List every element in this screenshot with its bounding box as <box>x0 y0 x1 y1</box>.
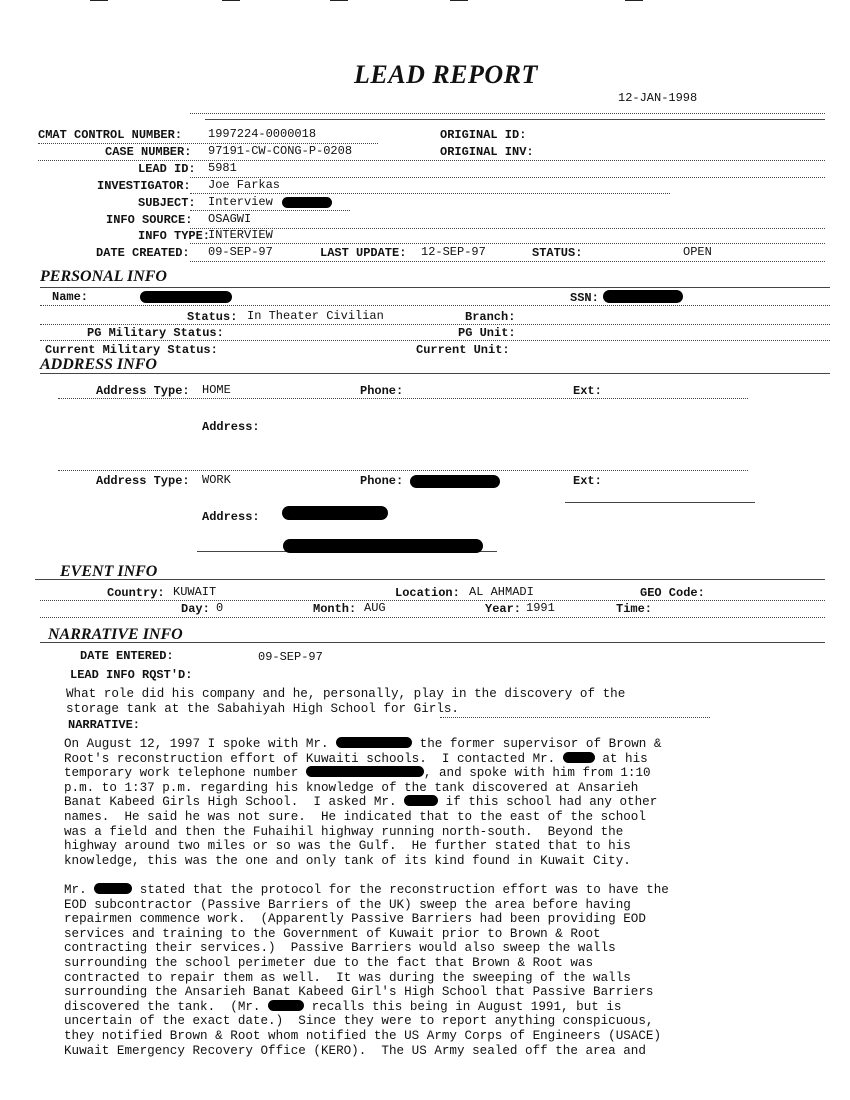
scan-mark <box>450 0 468 1</box>
date-created-value: 09-SEP-97 <box>208 245 273 259</box>
divider <box>190 228 825 229</box>
personal-info-heading: PERSONAL INFO <box>40 268 167 285</box>
month-value: AUG <box>364 601 386 615</box>
current-unit-label: Current Unit: <box>416 343 510 357</box>
report-title: LEAD REPORT <box>354 60 538 89</box>
divider <box>58 470 748 471</box>
year-value: 1991 <box>526 601 555 615</box>
redaction <box>410 475 500 488</box>
scan-mark <box>222 0 240 1</box>
divider <box>40 340 830 341</box>
geo-code-label: GEO Code: <box>640 586 705 600</box>
home-address-type-value: HOME <box>202 383 231 397</box>
time-label: Time: <box>616 602 653 616</box>
lead-id-label: LEAD ID: <box>138 162 196 176</box>
date-created-label: DATE CREATED: <box>96 246 190 260</box>
last-update-label: LAST UPDATE: <box>320 246 407 260</box>
work-phone-label: Phone: <box>360 474 404 488</box>
date-entered-label: DATE ENTERED: <box>80 649 174 663</box>
pg-military-status-label: PG Military Status: <box>87 326 224 340</box>
location-value: AL AHMADI <box>469 585 534 599</box>
month-label: Month: <box>313 602 357 616</box>
work-ext-label: Ext: <box>573 474 602 488</box>
redaction <box>268 1000 304 1011</box>
lead-info-label: LEAD INFO RQST'D: <box>70 668 193 682</box>
cmat-control-number-value: 1997224-0000018 <box>208 127 317 141</box>
divider <box>205 119 825 120</box>
day-label: Day: <box>181 602 210 616</box>
redaction <box>306 766 424 777</box>
narrative-label: NARRATIVE: <box>68 718 141 732</box>
divider <box>40 600 825 601</box>
home-address-label: Address: <box>202 420 260 434</box>
status-value: OPEN <box>683 245 712 259</box>
info-type-label: INFO TYPE: <box>138 229 211 243</box>
investigator-value: Joe Farkas <box>208 178 281 192</box>
divider <box>190 243 825 244</box>
narrative-info-heading: NARRATIVE INFO <box>48 626 183 643</box>
work-address-label: Address: <box>202 510 260 524</box>
date-entered-value: 09-SEP-97 <box>258 650 323 664</box>
divider <box>40 287 830 288</box>
country-value: KUWAIT <box>173 585 217 599</box>
redaction <box>336 737 412 748</box>
divider <box>190 210 350 211</box>
scan-mark <box>90 0 108 1</box>
redaction <box>94 883 132 894</box>
divider <box>190 261 825 262</box>
redaction <box>404 795 438 806</box>
divider <box>190 113 825 114</box>
redaction <box>282 506 388 520</box>
status-label: STATUS: <box>532 246 583 260</box>
divider <box>58 398 748 399</box>
divider <box>190 177 825 178</box>
branch-label: Branch: <box>465 310 516 324</box>
original-id-label: ORIGINAL ID: <box>440 128 527 142</box>
address-info-heading: ADDRESS INFO <box>40 356 157 373</box>
event-info-heading: EVENT INFO <box>60 563 158 580</box>
redaction <box>603 290 683 303</box>
home-ext-label: Ext: <box>573 384 602 398</box>
divider <box>440 717 710 718</box>
country-label: Country: <box>107 586 165 600</box>
redaction <box>140 291 232 303</box>
day-value: 0 <box>216 601 224 615</box>
divider <box>190 193 670 194</box>
subject-value: Interview <box>208 195 273 209</box>
current-military-status-label: Current Military Status: <box>45 343 218 357</box>
investigator-label: INVESTIGATOR: <box>97 179 191 193</box>
case-number-label: CASE NUMBER: <box>105 145 192 159</box>
ssn-label: SSN: <box>570 291 599 305</box>
divider <box>40 324 830 325</box>
divider <box>40 642 825 643</box>
divider <box>40 617 825 618</box>
info-source-value: OSAGWI <box>208 212 252 226</box>
redaction <box>283 539 483 553</box>
divider <box>40 305 830 306</box>
report-date: 12-JAN-1998 <box>618 91 698 105</box>
personal-status-label: Status: <box>187 310 238 324</box>
year-label: Year: <box>485 602 522 616</box>
work-address-type-label: Address Type: <box>96 474 190 488</box>
cmat-control-number-label: CMAT CONTROL NUMBER: <box>38 128 183 142</box>
redaction <box>282 197 332 208</box>
narrative-paragraph-2: Mr. stated that the protocol for the reconstruction effort was to have the EOD subcontractor (Passive Barriers of the UK) sweep the area before having repairmen commence work. (Apparently Passive Barriers had been providing EOD services and training to the Government of Kuwait prior to Brown & Root contracting their services.) Passive Barriers would also sweep the walls surrounding the school perimeter due to the fact that Brown & Root was contracted to repair them as well. It was during the sweeping of the walls surrounding the Ansarieh Banat Kabeed Girl's High School that Passive Barriers discovered the tank. (Mr. recalls this being in August 1991, but is uncertain of the exact date.) Since they were to report anything conspicuous, they notified Brown & Root whom notified the US Army Corps of Engineers (USACE) Kuwait Emergency Recovery Office (KERO). The US Army sealed off the area and <box>64 883 669 1058</box>
lead-info-text: What role did his company and he, personally, play in the discovery of the storage tank at the Sabahiyah High School for Girls. <box>66 687 626 716</box>
last-update-value: 12-SEP-97 <box>421 245 486 259</box>
location-label: Location: <box>395 586 460 600</box>
scan-mark <box>330 0 348 1</box>
home-phone-label: Phone: <box>360 384 404 398</box>
home-address-type-label: Address Type: <box>96 384 190 398</box>
redaction <box>563 752 595 763</box>
info-source-label: INFO SOURCE: <box>106 213 193 227</box>
narrative-paragraph-1: On August 12, 1997 I spoke with Mr. the former supervisor of Brown & Root's reconstruction effort of Kuwaiti schools. I contacted Mr. at his temporary work telephone number , and spoke with him from 1:10 p.m. to 1:37 p.m. regarding his knowledge of the tank discovered at Ansarieh Banat Kabeed Girls High School. I asked Mr. if this school had any other names. He said he was not sure. He indicated that to the east of the school was a field and then the Fuhaihil highway running north-south. Beyond the highway around two miles or so was the Gulf. He further stated that to his knowledge, this was the one and only tank of its kind found in Kuwait City. <box>64 737 662 868</box>
original-inv-label: ORIGINAL INV: <box>440 145 534 159</box>
case-number-value: 97191-CW-CONG-P-0208 <box>208 144 353 158</box>
subject-label: SUBJECT: <box>138 196 196 210</box>
divider <box>38 160 825 161</box>
name-label: Name: <box>52 290 89 304</box>
pg-unit-label: PG Unit: <box>458 326 516 340</box>
scan-mark <box>625 0 643 1</box>
divider <box>565 502 755 503</box>
info-type-value: INTERVIEW <box>208 228 273 242</box>
lead-id-value: 5981 <box>208 161 237 175</box>
divider <box>35 579 825 580</box>
work-address-type-value: WORK <box>202 473 231 487</box>
divider <box>40 373 830 374</box>
personal-status-value: In Theater Civilian <box>247 309 384 323</box>
